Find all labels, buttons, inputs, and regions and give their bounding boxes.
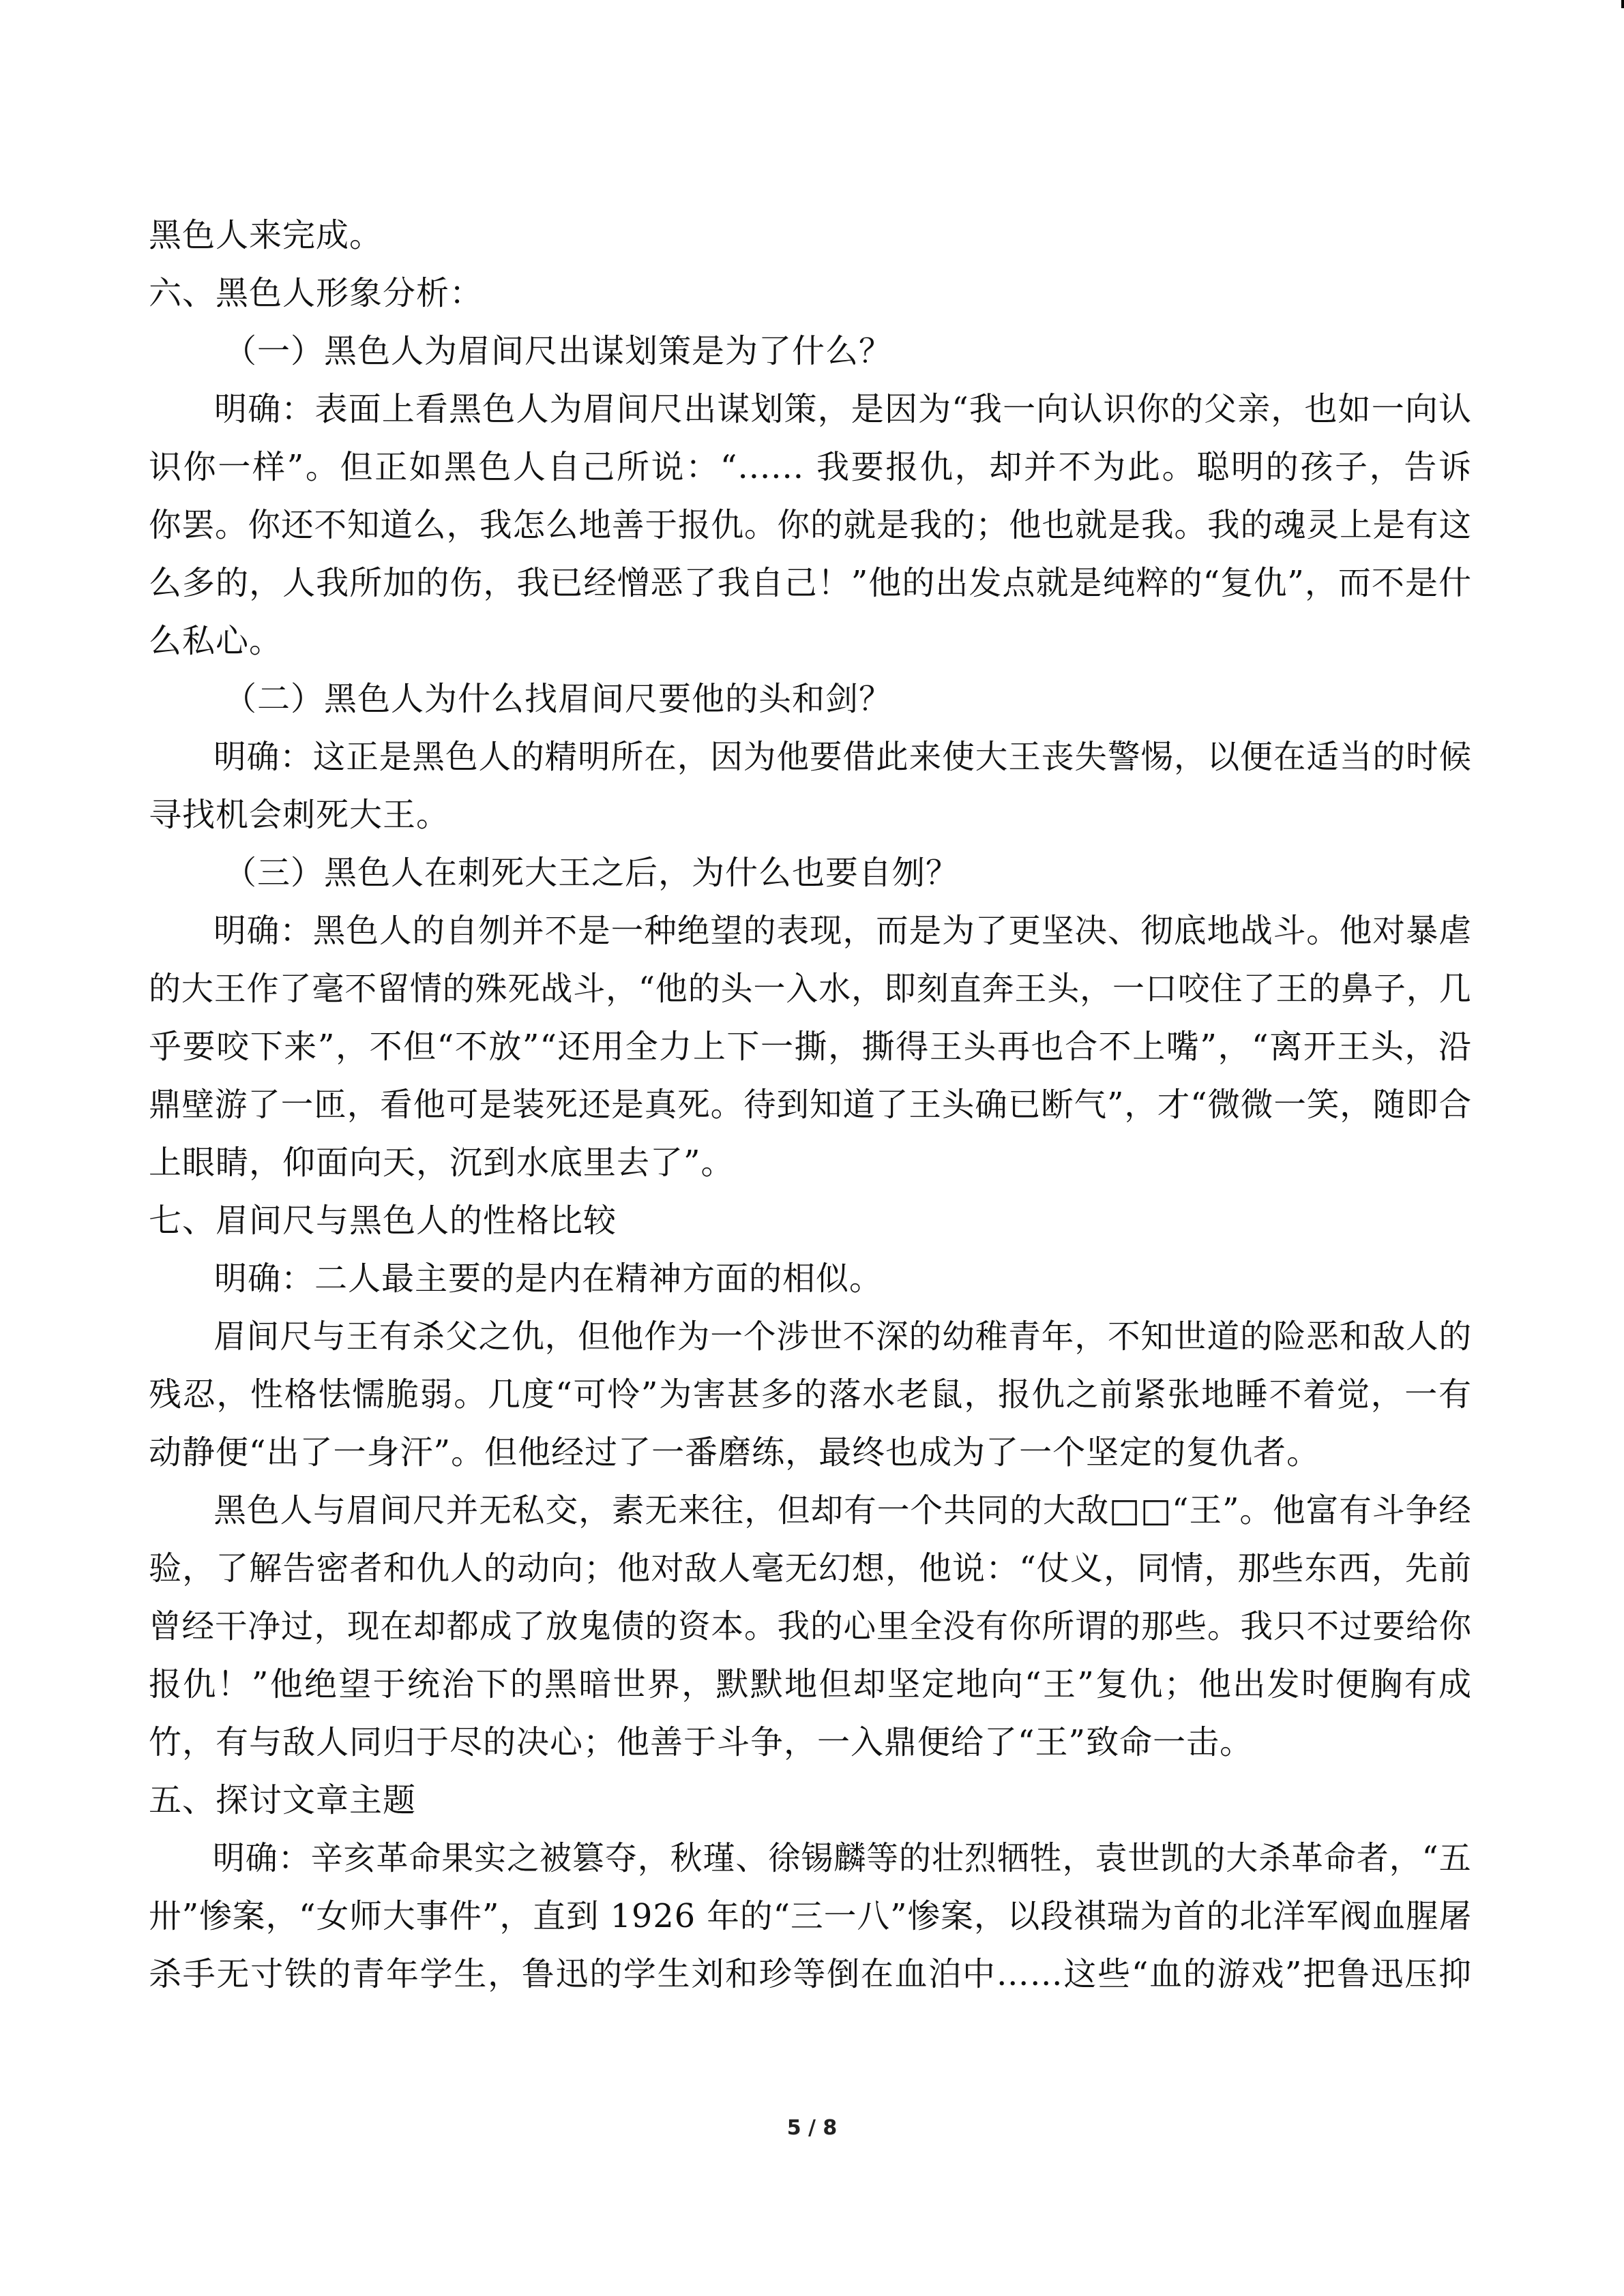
text-line: 明确：黑色人的自刎并不是一种绝望的表现，而是为了更坚决、彻底地战斗。他对暴虐 — [213, 912, 1473, 950]
page-number: 5 / 8 — [786, 2116, 838, 2140]
body-text — [149, 207, 1472, 2003]
text-line: 识你一样”。但正如黑色人自己所说：“...... 我要报仇，却并不为此。聪明的孩子，告诉 — [149, 448, 1472, 486]
question-heading: （三）黑色人在刺死大王之后，为什么也要自刎？ — [224, 854, 960, 892]
text-line: 么私心。 — [149, 622, 283, 660]
text-line: 报仇！”他绝望于统治下的黑暗世界，默默地但却坚定地向“王”复仇；他出发时便胸有成 — [149, 1665, 1472, 1703]
text-line: 你罢。你还不知道么，我怎么地善于报仇。你的就是我的；他也就是我。我的魂灵上是有这 — [149, 506, 1473, 544]
section-heading: 七、眉间尺与黑色人的性格比较 — [149, 1202, 617, 1240]
text-line: 明确：辛亥革命果实之被篡夺，秋瑾、徐锡麟等的壮烈牺牲，袁世凯的大杀革命者，“五 — [212, 1839, 1472, 1877]
text-line: 的大王作了毫不留情的殊死战斗，“他的头一入水，即刻直奔王头，一口咬住了王的鼻子，几 — [149, 970, 1472, 1008]
text-line: 验，了解告密者和仇人的动向；他对敌人毫无幻想，他说：“仗义，同情，那些东西，先前 — [149, 1549, 1472, 1587]
text-line: 乎要咬下来”，不但“不放”“还用全力上下一撕，撕得王头再也合不上嘴”，“离开王头，沿 — [149, 1028, 1472, 1066]
text-line: 么多的，人我所加的伤，我已经憎恶了我自己！”他的出发点就是纯粹的“复仇”，而不是什 — [149, 564, 1472, 602]
section-heading: 五、探讨文章主题 — [149, 1781, 417, 1819]
text-line: 动静便“出了一身汗”。但他经过了一番磨练，最终也成为了一个坚定的复仇者。 — [149, 1433, 1320, 1472]
question-heading: （一）黑色人为眉间尺出谋划策是为了什么？ — [224, 332, 893, 370]
text-line: 竹，有与敌人同归于尽的决心；他善于斗争，一入鼎便给了“王”致命一击。 — [149, 1723, 1254, 1761]
section-heading: 六、黑色人形象分析： — [149, 274, 484, 312]
question-heading: （二）黑色人为什么找眉间尺要他的头和剑？ — [224, 680, 893, 718]
text-line: 黑色人与眉间尺并无私交，素无来往，但却有一个共同的大敌□□“王”。他富有斗争经 — [213, 1491, 1472, 1530]
text-line: 杀手无寸铁的青年学生，鲁迅的学生刘和珍等倒在血泊中……这些“血的游戏”把鲁迅压抑 — [149, 1955, 1472, 1993]
text-line: 眉间尺与王有杀父之仇，但他作为一个涉世不深的幼稚青年，不知世道的险恶和敌人的 — [213, 1317, 1473, 1356]
text-line: 上眼睛，仰面向天，沉到水底里去了”。 — [149, 1144, 735, 1182]
text-line: 卅”惨案，“女师大事件”，直到 1926 年的“三一八”惨案，以段祺瑞为首的北洋军阀血腥屠 — [149, 1897, 1473, 1935]
text-line: 明确：表面上看黑色人为眉间尺出谋划策，是因为“我一向认识你的父亲，也如一向认 — [214, 390, 1472, 428]
text-line: 明确：这正是黑色人的精明所在，因为他要借此来使大王丧失警惕，以便在适当的时候 — [213, 738, 1473, 776]
page-edge-mark — [1621, 0, 1624, 8]
text-line: 曾经干净过，现在却都成了放鬼债的资本。我的心里全没有你所谓的那些。我只不过要给你 — [149, 1607, 1473, 1645]
text-line: 寻找机会刺死大王。 — [149, 796, 450, 834]
text-line: 黑色人来完成。 — [149, 216, 383, 254]
text-line: 明确：二人最主要的是内在精神方面的相似。 — [214, 1259, 883, 1298]
text-line: 残忍，性格怯懦脆弱。几度“可怜”为害甚多的落水老鼠，报仇之前紧张地睡不着觉，一有 — [149, 1375, 1472, 1414]
text-line: 鼎壁游了一匝，看他可是装死还是真死。待到知道了王头确已断气”，才“微微一笑，随即合 — [149, 1086, 1473, 1124]
